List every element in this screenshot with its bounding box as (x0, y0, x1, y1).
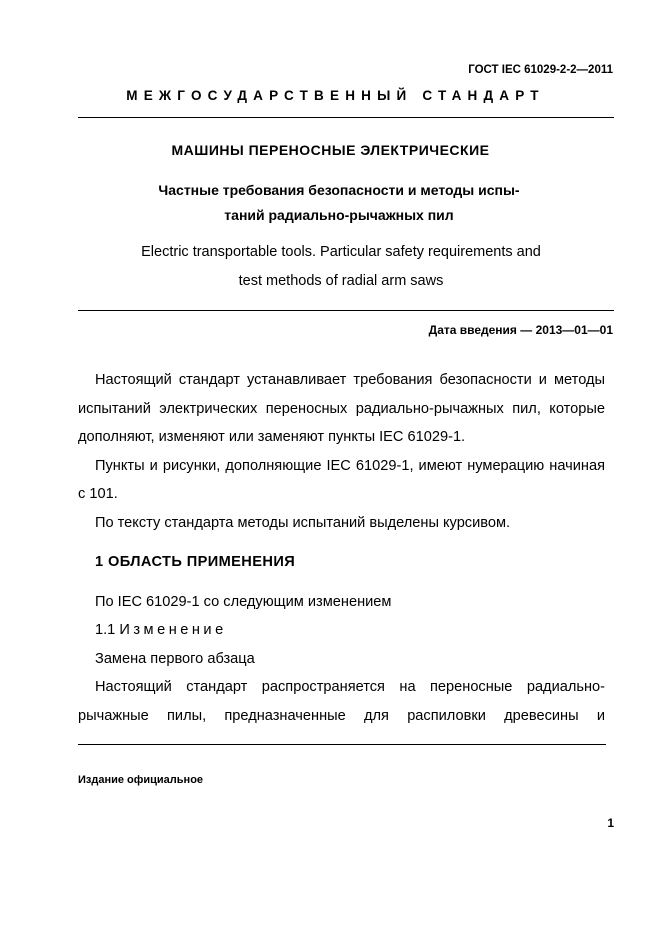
body-divider (78, 744, 606, 745)
page-number: 1 (607, 816, 614, 830)
header-divider (78, 117, 614, 118)
subsection-number: 1.1 (95, 622, 116, 638)
introduction-date: Дата введения — 2013—01—01 (428, 323, 613, 337)
standard-title: МАШИНЫ ПЕРЕНОСНЫЕ ЭЛЕКТРИЧЕСКИЕ (171, 142, 490, 158)
section-heading-scope: 1 ОБЛАСТЬ ПРИМЕНЕНИЯ (95, 554, 296, 570)
paragraph-italic-note: По тексту стандарта методы испытаний выделены курсивом. (95, 514, 511, 531)
english-title-line-1: Electric transportable tools. Particular safety requirements and (141, 244, 541, 260)
english-title-line-2: test methods of radial arm saws (238, 273, 444, 289)
title-divider (78, 310, 614, 311)
paragraph-intro: Настоящий стандарт устанавливает требования безопасности и методы испытаний электрических переносных радиально-рычажных пил, которые дополняют, изменяют или заменяют пункты IEC 61029-1. (78, 372, 605, 445)
document-body (78, 366, 605, 730)
paragraph-scope-text: Настоящий стандарт распространяется на переносные радиально-рычажные пилы, предназначенные для распиловки древесины и (78, 679, 605, 724)
subsection-heading (78, 616, 605, 645)
subtitle-line-1: Частные требования безопасности и методы испы- (158, 182, 520, 198)
subtitle-line-2: таний радиально-рычажных пил (224, 207, 454, 223)
standard-subtitle (104, 178, 574, 228)
paragraph-replacement: Замена первого абзаца (95, 650, 255, 667)
interstate-standard-heading: МЕЖГОСУДАРСТВЕННЫЙ СТАНДАРТ (126, 88, 545, 103)
paragraph-scope-reference: По IEC 61029-1 со следующим изменением (95, 593, 392, 610)
official-edition-label: Издание официальное (78, 774, 204, 786)
paragraph-numbering: Пункты и рисунки, дополняющие IEC 61029-1, имеют нумерацию начиная с 101. (78, 457, 605, 502)
document-code: ГОСТ IEC 61029-2-2—2011 (468, 64, 613, 76)
subsection-label: Изменение (119, 622, 227, 638)
english-title (96, 238, 586, 296)
